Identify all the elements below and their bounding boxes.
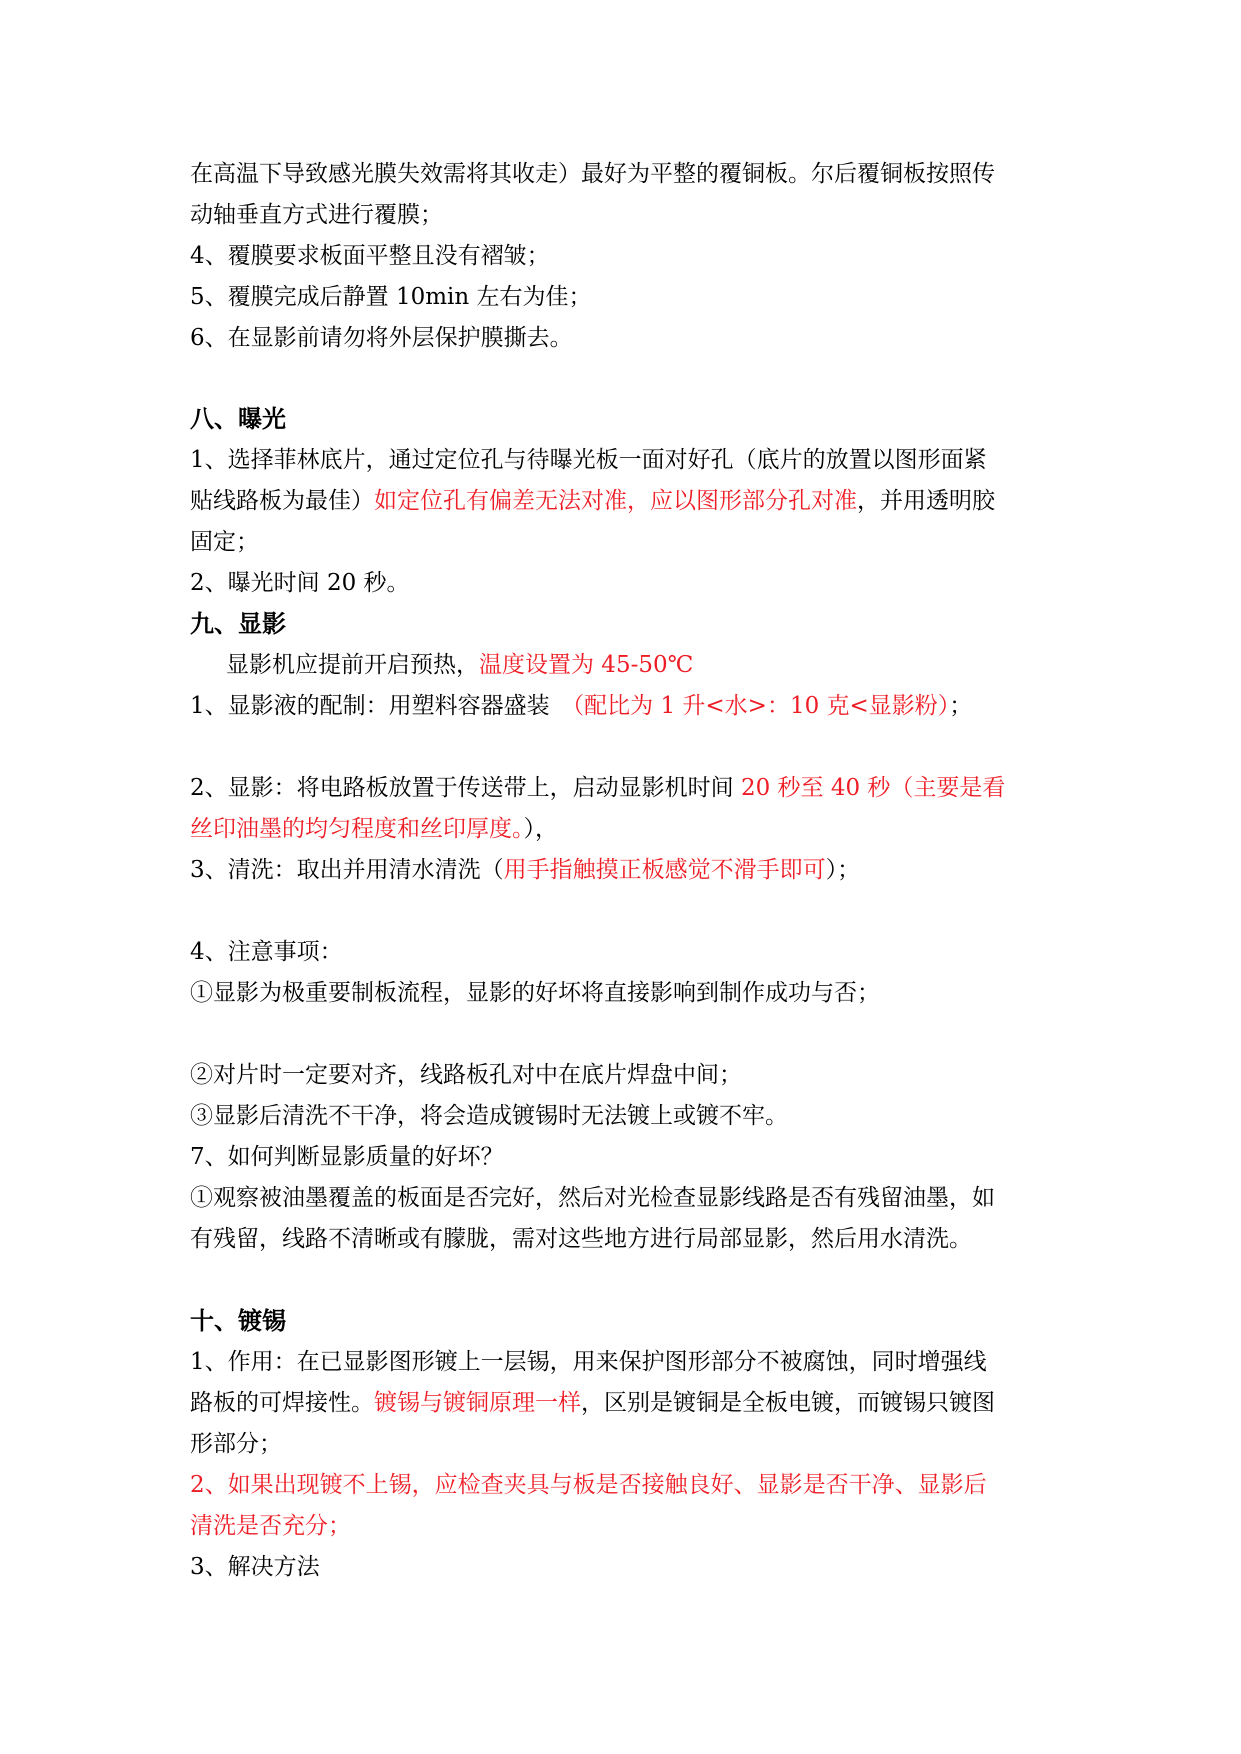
text-run: ，并用透明胶	[857, 488, 995, 514]
list-item	[190, 690, 1070, 722]
section-heading-developing: 九、显影	[190, 610, 286, 638]
note-item: ②对片时一定要对齐，线路板孔对中在底片焊盘中间；	[190, 1062, 742, 1088]
highlight-text: 2、如果出现镀不上锡，应检查夹具与板是否接触良好、显影是否干净、显影后	[190, 1472, 987, 1498]
note-item: ①显影为极重要制板流程，显影的好坏将直接影响到制作成功与否；	[190, 980, 880, 1006]
list-item	[190, 854, 1070, 886]
list-item	[190, 813, 1070, 845]
note-item: 有残留，线路不清晰或有朦胧，需对这些地方进行局部显影，然后用水清洗。	[190, 1226, 972, 1252]
note-item: ③显影后清洗不干净，将会造成镀锡时无法镀上或镀不牢。	[190, 1103, 788, 1129]
text-run: 1、显影液的配制：用塑料容器盛装	[190, 693, 573, 719]
highlight-text: 镀锡与镀铜原理一样	[374, 1390, 581, 1416]
list-item: 6、在显影前请勿将外层保护膜撕去。	[190, 325, 573, 351]
list-item	[190, 1387, 1070, 1419]
list-item: 1、选择菲林底片，通过定位孔与待曝光板一面对好孔（底片的放置以图形面紧	[190, 447, 987, 473]
text-run: 路板的可焊接性。	[190, 1390, 374, 1416]
list-item: 2、曝光时间 20 秒。	[190, 570, 410, 596]
text-run: ），	[523, 816, 558, 842]
list-item: 3、解决方法	[190, 1554, 320, 1580]
highlight-text: 丝印油墨的均匀程度和丝印厚度。	[190, 816, 524, 842]
section-heading-tin-plating: 十、镀锡	[190, 1307, 286, 1335]
text-run: 显影机应提前开启预热，	[226, 652, 479, 678]
highlight-text: 清洗是否充分；	[190, 1513, 351, 1539]
text-run: 3、清洗：取出并用清水清洗（	[190, 857, 504, 883]
list-item: 4、注意事项：	[190, 939, 343, 965]
text-run: ；	[949, 693, 973, 719]
section-heading-exposure: 八、曝光	[190, 405, 286, 433]
note-item: ①观察被油墨覆盖的板面是否完好，然后对光检查显影线路是否有残留油墨，如	[190, 1185, 995, 1211]
paragraph-line: 在高温下导致感光膜失效需将其收走）最好为平整的覆铜板。尔后覆铜板按照传	[190, 161, 995, 187]
highlight-text: 用手指触摸正板感觉不滑手即可	[503, 857, 826, 883]
list-item: 固定；	[190, 529, 259, 555]
text-run: 贴线路板为最佳）	[190, 488, 374, 514]
text-run: 2、显影：将电路板放置于传送带上，启动显影机时间	[190, 775, 741, 801]
list-item: 形部分；	[190, 1431, 282, 1457]
highlight-text: 温度设置为 45-50℃	[479, 652, 694, 678]
highlight-text: （配比为 1 升<水>：10 克<显影粉）	[572, 693, 950, 719]
list-item: 4、覆膜要求板面平整且没有褶皱；	[190, 243, 550, 269]
text-run: ）；	[825, 857, 861, 883]
paragraph-line: 动轴垂直方式进行覆膜；	[190, 202, 443, 228]
list-item	[190, 485, 1070, 517]
paragraph-line	[226, 649, 1106, 681]
text-run: ，区别是镀铜是全板电镀，而镀锡只镀图	[581, 1390, 995, 1416]
list-item: 5、覆膜完成后静置 10min 左右为佳；	[190, 284, 592, 310]
highlight-text: 20 秒至 40 秒（主要是看	[740, 775, 1006, 801]
list-item	[190, 772, 1070, 804]
list-item: 7、如何判断显影质量的好坏？	[190, 1144, 504, 1170]
highlight-text: 如定位孔有偏差无法对准，应以图形部分孔对准	[374, 488, 857, 514]
list-item: 1、作用：在已显影图形镀上一层锡，用来保护图形部分不被腐蚀，同时增强线	[190, 1349, 987, 1375]
